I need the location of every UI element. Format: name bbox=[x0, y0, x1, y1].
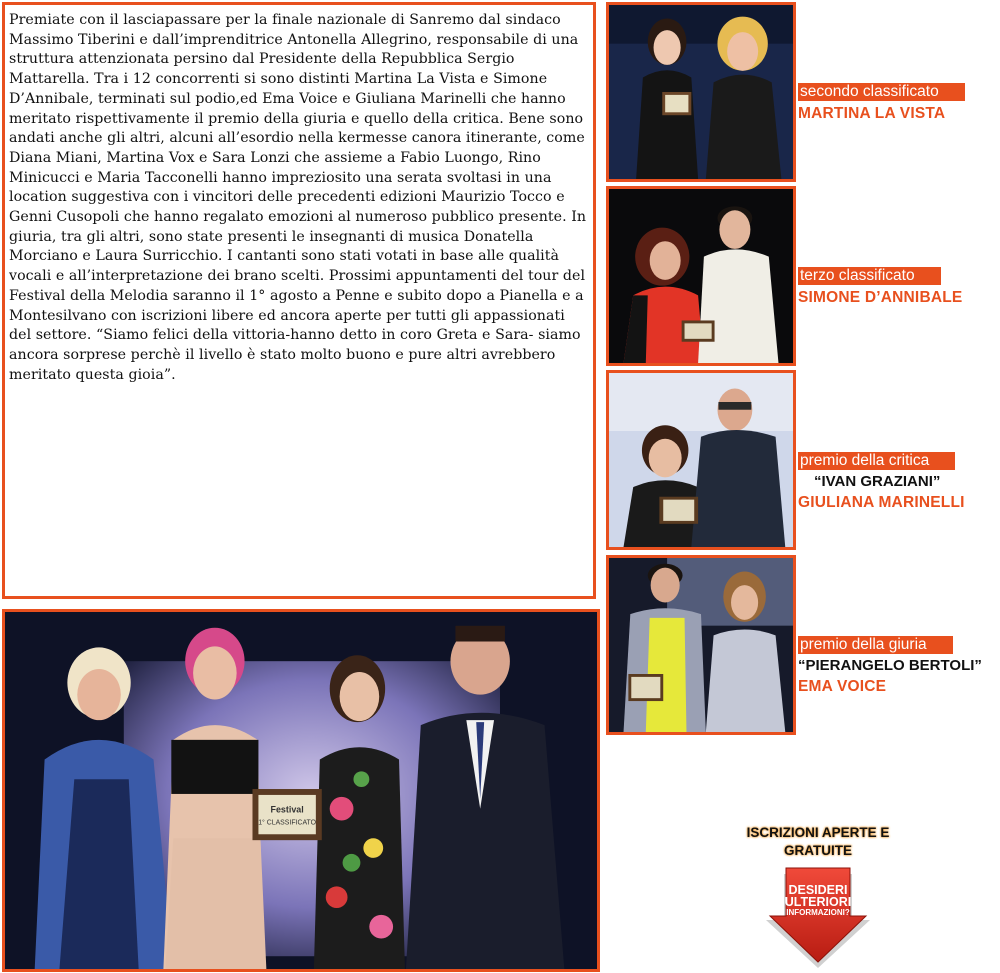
cta-title-line1: ISCRIZIONI APERTE E bbox=[746, 825, 890, 840]
award-secondo bbox=[798, 83, 998, 123]
photo-critica bbox=[606, 370, 796, 550]
award-name: GIULIANA MARINELLI bbox=[798, 494, 965, 511]
cta-button-line2: ULTERIORI bbox=[784, 895, 852, 909]
scene-terzo bbox=[609, 189, 793, 363]
award-name: SIMONE D’ANNIBALE bbox=[798, 289, 963, 306]
photo-terzo bbox=[606, 186, 796, 366]
article-text: Premiate con il lasciapassare per la finale nazionale di Sanremo dal sindaco Massimo Tiberini e dall’imprenditrice Antonella Allegrino, responsabile di una struttura attenzionata persino dal Presidente della Repubblica Sergio Mattarella. Tra i 12 concorrenti si sono distinti Martina La Vista e Simone D’Annibale, terminati sul podio,ed Ema Voice e Giuliana Marinelli che hanno meritato rispettivamente il premio della giuria e quello della critica. Bene sono andati anche gli altri, alcuni all’esordio nella kermesse canora itinerante, come Diana Miani, Martina Vox e Sara Lonzi che assieme a Fabio Luongo, Rino Minicucci e Maria Tacconelli hanno impreziosito una serata svoltasi in una location suggestiva con i vincitori delle precedenti edizioni Maurizio Tocco e Genni Cusopoli che hanno regalato emozioni al numeroso pubblico presente. In giuria, tra gli altri, sono state presenti le insegnanti di musica Donatella Morciano e Laura Surricchio. I cantanti sono stati votati in base alle qualità vocali e all’interpretazione dei brano scelti. Prossimi appuntamenti del tour del Festival della Melodia saranno il 1° agosto a Penne e subito dopo a Pianella e a Montesilvano con iscrizioni libere ed ancora aperte per tutti gli appassionati del settore. “Siamo felici della vittoria-hanno detto in coro Greta e Sara- siamo ancora sorprese perchè il livello è stato molto buono e pure altri avrebbero meritato questa gioia”. bbox=[9, 12, 587, 383]
award-prize: “IVAN GRAZIANI” bbox=[814, 473, 941, 490]
svg-text:1° CLASSIFICATO: 1° CLASSIFICATO bbox=[258, 819, 317, 827]
award-label: secondo classificato bbox=[798, 83, 965, 101]
article-box bbox=[2, 2, 596, 599]
award-label: premio della critica bbox=[798, 452, 955, 470]
registration-cta bbox=[742, 824, 894, 972]
svg-text:Festival: Festival bbox=[270, 804, 304, 815]
cta-button-line1: DESIDERI bbox=[788, 883, 848, 897]
award-label: terzo classificato bbox=[798, 267, 941, 285]
winners-photo bbox=[2, 609, 600, 972]
scene-critica bbox=[609, 373, 793, 547]
award-name: MARTINA LA VISTA bbox=[798, 105, 946, 122]
cta-button-text bbox=[762, 884, 874, 918]
cta-button-line3: INFORMAZIONI? bbox=[786, 908, 850, 917]
scene-secondo bbox=[609, 5, 793, 179]
award-prize: “PIERANGELO BERTOLI” bbox=[798, 657, 982, 674]
award-giuria bbox=[798, 636, 998, 696]
award-critica bbox=[798, 452, 998, 512]
photo-secondo bbox=[606, 2, 796, 182]
award-terzo bbox=[798, 267, 998, 307]
info-request-button[interactable] bbox=[762, 864, 874, 970]
photo-giuria bbox=[606, 555, 796, 735]
winners-scene bbox=[5, 612, 597, 969]
award-label: premio della giuria bbox=[798, 636, 953, 654]
cta-title-line2: GRATUITE bbox=[784, 843, 852, 858]
award-name: EMA VOICE bbox=[798, 678, 887, 695]
scene-giuria bbox=[609, 558, 793, 732]
